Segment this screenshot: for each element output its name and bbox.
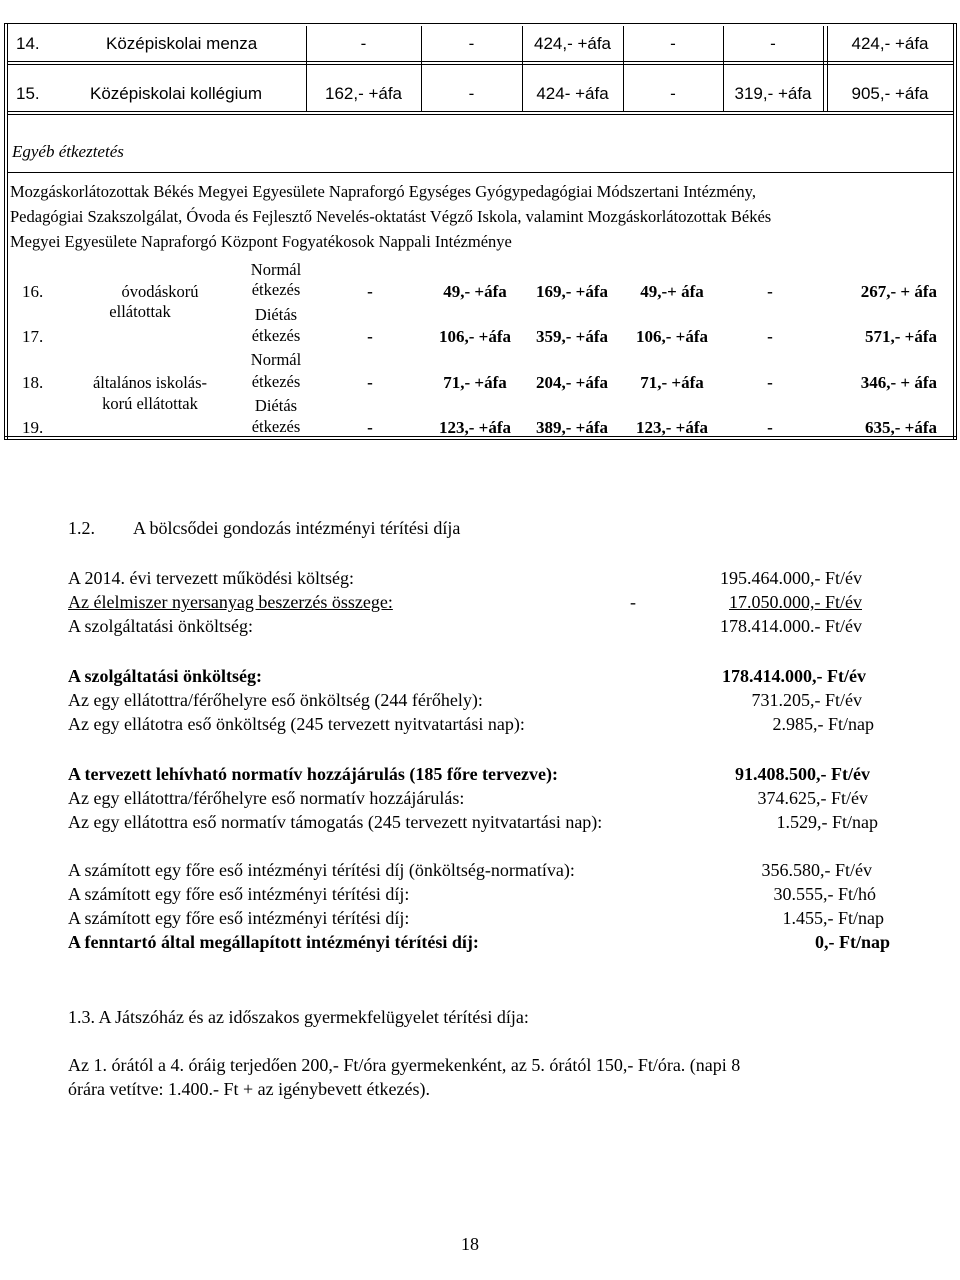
cell: - [767, 282, 773, 301]
cost-value: 178.414.000.- Ft/év [720, 616, 862, 636]
cost-label: A szolgáltatási önköltség: [68, 616, 253, 636]
cell: 49,- +áfa [443, 282, 507, 301]
cell: 106,- +áfa [635, 327, 708, 346]
fee-value: 0,- Ft/nap [814, 932, 890, 952]
cell: 424,- +áfa [533, 34, 612, 53]
cell: - [367, 327, 373, 346]
row-number: 14. [16, 34, 40, 53]
row-number: 15. [16, 84, 40, 103]
section-number: 1.2. [68, 518, 95, 538]
group-label: általános iskolás- [92, 373, 208, 392]
group-label: óvodáskorú [121, 282, 199, 301]
cell: 424,- +áfa [851, 34, 929, 53]
cell: 424- +áfa [536, 84, 609, 103]
page-number: 18 [461, 1234, 479, 1254]
cell: 571,- +áfa [864, 327, 937, 346]
cell: - [468, 84, 475, 103]
selfcost-value: 178.414.000,- Ft/év [722, 666, 866, 686]
institution-line: Pedagógiai Szakszolgálat, Óvoda és Fejlesztő Nevelés-oktatást Végző Iskola, valamint Mozgáskorlátozottak Békés [10, 207, 772, 226]
institution-line: Megyei Egyesülete Napraforgó Központ Fogyatékosok Nappali Intézménye [10, 232, 512, 251]
meal-type: étkezés [251, 417, 301, 436]
fee-label: A számított egy főre eső intézményi térítési díj (önköltség-normatíva): [68, 860, 575, 880]
cell: 123,- +áfa [635, 418, 708, 437]
fee-value: 30.555,- Ft/hó [773, 884, 876, 904]
row-number: 16. [22, 282, 44, 301]
cell: 389,- +áfa [535, 418, 608, 437]
minus-sign: - [630, 592, 636, 612]
cell: 905,- +áfa [851, 84, 929, 103]
meal-type: Diétás [254, 396, 298, 415]
cell: - [767, 327, 773, 346]
cell: 359,- +áfa [535, 327, 608, 346]
cell: 162,- +áfa [324, 84, 403, 103]
fee-label: A számított egy főre eső intézményi térítési díj: [68, 908, 410, 928]
cell: 169,- +áfa [535, 282, 608, 301]
cell: 635,- +áfa [864, 418, 937, 437]
selfcost-value: 2.985,- Ft/nap [772, 714, 874, 734]
paragraph-line: órára vetítve: 1.400.- Ft + az igénybevett étkezés). [68, 1079, 431, 1099]
cell: 123,- +áfa [438, 418, 511, 437]
cell: - [670, 34, 676, 53]
meal-type: Normál [250, 350, 302, 369]
cell: - [367, 282, 373, 301]
row-number: 17. [22, 327, 44, 346]
fee-value: 356.580,- Ft/év [761, 860, 872, 880]
meal-type: étkezés [251, 326, 301, 345]
normative-value: 91.408.500,- Ft/év [735, 764, 870, 784]
section-title: Egyéb étkeztetés [12, 142, 124, 161]
cell: 267,- + áfa [860, 282, 937, 301]
normative-value: 374.625,- Ft/év [757, 788, 868, 808]
group-label: ellátottak [109, 302, 171, 321]
selfcost-label: Az egy ellátottra/férőhelyre eső önköltség (244 férőhely): [68, 690, 483, 710]
row-label: Középiskolai menza [106, 34, 258, 53]
fee-label: A fenntartó által megállapított intézményi térítési díj: [68, 932, 479, 952]
cell: - [367, 418, 373, 437]
cell: - [468, 34, 475, 53]
cell: - [767, 373, 773, 392]
normative-value: 1.529,- Ft/nap [776, 812, 878, 832]
cost-value: 195.464.000,- Ft/év [720, 568, 862, 588]
cell: 71,- +áfa [640, 373, 704, 392]
selfcost-value: 731.205,- Ft/év [751, 690, 862, 710]
institution-line: Mozgáskorlátozottak Békés Megyei Egyesülete Napraforgó Egységes Gyógypedagógiai Módszertani Intézmény, [10, 182, 756, 201]
cell: - [367, 373, 373, 392]
selfcost-label: A szolgáltatási önköltség: [68, 666, 263, 686]
normative-label: A tervezett lehívható normatív hozzájárulás (185 főre tervezve): [68, 764, 558, 784]
cell: - [767, 418, 773, 437]
row-label: Középiskolai kollégium [90, 84, 262, 103]
section-heading: A bölcsődei gondozás intézményi térítési díja [133, 518, 461, 538]
meal-type: Diétás [254, 305, 298, 324]
row-number: 19. [22, 418, 44, 437]
meal-type: étkezés [251, 372, 301, 391]
cell: - [670, 84, 676, 103]
cell: 106,- +áfa [438, 327, 511, 346]
row-number: 18. [22, 373, 44, 392]
cost-value: 17.050.000,- Ft/év [729, 592, 862, 612]
cell: 346,- + áfa [860, 373, 937, 392]
cell: 204,- +áfa [535, 373, 608, 392]
meal-type: Normál [250, 260, 302, 279]
cost-label-text: Az élelmiszer nyersanyag beszerzés összege: [68, 592, 393, 612]
section-heading: 1.3. A Játszóház és az időszakos gyermekfelügyelet térítési díja: [68, 1007, 529, 1027]
normative-label: Az egy ellátottra eső normatív támogatás (245 tervezett nyitvatartási nap): [68, 812, 603, 832]
cell: - [770, 34, 776, 53]
fee-label: A számított egy főre eső intézményi térítési díj: [68, 884, 410, 904]
cell: 49,-+ áfa [640, 282, 704, 301]
fee-value: 1.455,- Ft/nap [782, 908, 884, 928]
cost-label [68, 592, 668, 613]
normative-label: Az egy ellátottra/férőhelyre eső normatív hozzájárulás: [68, 788, 465, 808]
cell: - [360, 34, 367, 53]
cost-label: A 2014. évi tervezett működési költség: [68, 568, 354, 588]
meal-type: étkezés [251, 280, 301, 299]
group-label: korú ellátottak [102, 394, 198, 413]
selfcost-label: Az egy ellátotra eső önköltség (245 tervezett nyitvatartási nap): [68, 714, 525, 734]
paragraph-line: Az 1. órától a 4. óráig terjedően 200,- Ft/óra gyermekenként, az 5. órától 150,- Ft/óra. (napi 8 [68, 1055, 741, 1075]
cell: 319,- +áfa [734, 84, 812, 103]
cell: 71,- +áfa [443, 373, 507, 392]
